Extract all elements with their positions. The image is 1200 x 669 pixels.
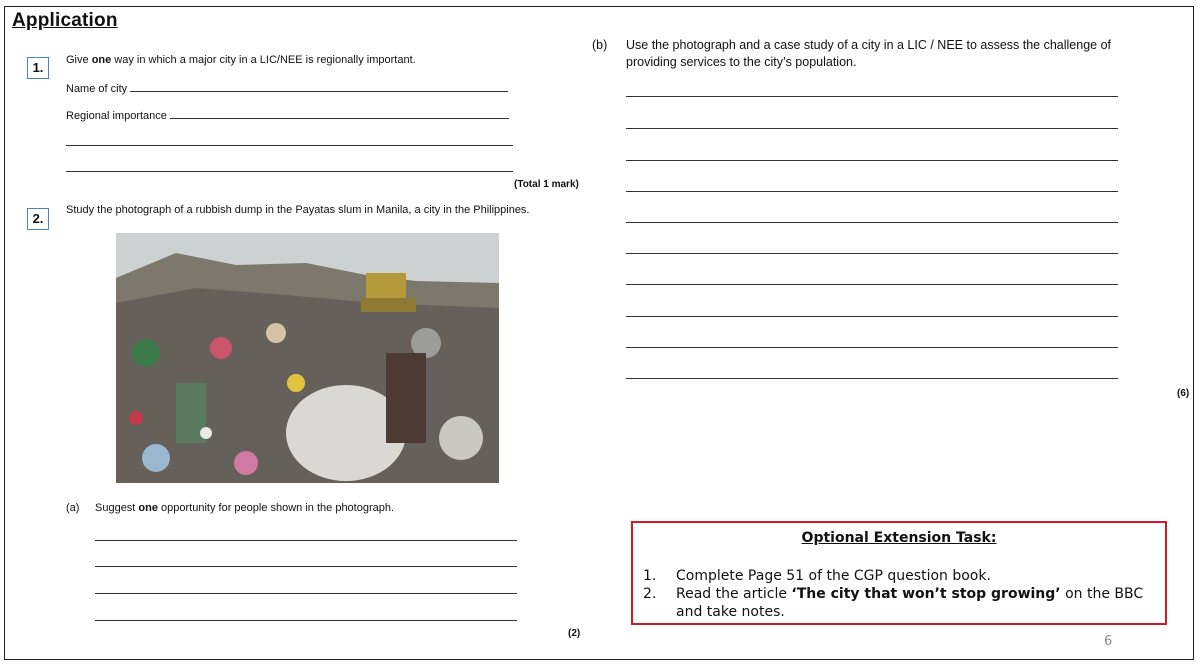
extension-task-box	[631, 521, 1167, 625]
city-name-field[interactable]	[66, 81, 508, 95]
regional-importance-field[interactable]	[66, 108, 509, 122]
rubbish-dump-photo	[116, 233, 499, 483]
extension-item-2-pre: Read the article	[676, 586, 792, 602]
q1-prompt-pre: Give	[66, 54, 92, 66]
q2a-answer-line[interactable]	[95, 566, 517, 567]
q2b-answer-line[interactable]	[626, 284, 1118, 285]
q2b-answer-line[interactable]	[626, 316, 1118, 317]
page-heading: Application	[12, 10, 118, 31]
q2a-label: (a)	[66, 502, 80, 514]
q2b-answer-line[interactable]	[626, 191, 1118, 192]
q2b-answer-line[interactable]	[626, 96, 1118, 97]
q2b-answer-line[interactable]	[626, 160, 1118, 161]
q2b-answer-line[interactable]	[626, 378, 1118, 379]
q2a-prompt	[95, 502, 394, 514]
q2a-prompt-pre: Suggest	[95, 502, 139, 514]
q1-prompt-bold: one	[91, 54, 112, 66]
q2b-prompt-line-2: providing services to the city’s population.	[626, 55, 857, 69]
extension-item-2-number: 2.	[643, 586, 657, 602]
city-name-line[interactable]	[130, 81, 508, 92]
q2b-answer-line[interactable]	[626, 253, 1118, 254]
extension-item-1-text: Complete Page 51 of the CGP question book.	[676, 568, 991, 584]
q2a-answer-line[interactable]	[95, 540, 517, 541]
q1-total-mark: (Total 1 mark)	[514, 179, 579, 190]
q2a-answer-line[interactable]	[95, 593, 517, 594]
q2a-answer-line[interactable]	[95, 620, 517, 621]
q2a-marks: (2)	[568, 628, 581, 639]
photo-illustration	[116, 233, 499, 483]
question-1-prompt	[66, 54, 416, 66]
extension-item-2-post: on the BBC and take notes.	[676, 586, 1144, 620]
extension-item-2-text	[676, 585, 1146, 621]
q2b-marks: (6)	[1177, 388, 1190, 399]
q1-prompt-post: way in which a major city in a LIC/NEE is regionally important.	[111, 54, 416, 66]
regional-importance-label: Regional importance	[66, 110, 167, 122]
q2b-answer-line[interactable]	[626, 222, 1118, 223]
q2b-answer-line[interactable]	[626, 128, 1118, 129]
city-name-label: Name of city	[66, 83, 128, 95]
regional-importance-line[interactable]	[170, 108, 509, 119]
extension-task-title: Optional Extension Task:	[801, 530, 997, 546]
q1-answer-line[interactable]	[66, 171, 513, 172]
q2b-label: (b)	[592, 38, 608, 52]
page-number: 6	[1104, 634, 1113, 649]
q1-answer-line[interactable]	[66, 145, 513, 146]
q2b-prompt-line-1: Use the photograph and a case study of a city in a LIC / NEE to assess the challenge of	[626, 38, 1112, 52]
q2a-prompt-bold: one	[138, 502, 158, 514]
extension-item-1-number: 1.	[643, 568, 657, 584]
q2b-answer-line[interactable]	[626, 347, 1118, 348]
question-2-prompt: Study the photograph of a rubbish dump in the Payatas slum in Manila, a city in the Philippines.	[66, 204, 530, 216]
q2a-prompt-post: opportunity for people shown in the photograph.	[157, 502, 395, 514]
article-title: ‘The city that won’t stop growing’	[791, 586, 1061, 602]
question-2-number: 2.	[27, 208, 49, 230]
question-1-number: 1.	[27, 57, 49, 79]
